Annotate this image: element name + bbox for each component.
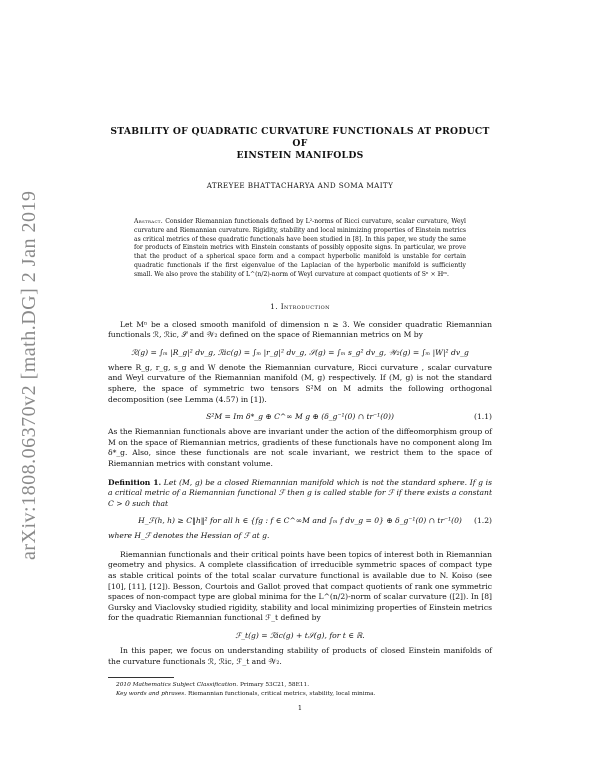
footnote-keywords [108, 690, 492, 698]
paper-page [108, 126, 492, 712]
abstract [134, 218, 466, 280]
definition-text: Let (M, g) be a closed Riemannian manifold which is not the standard sphere. If g is a critical metric of a Riemannian functional ℱ then g is called stable for ℱ if there exists a constant C > 0 such that [108, 477, 492, 508]
definition-label: Definition 1. [108, 477, 162, 487]
equation-1-1 [108, 410, 492, 423]
equation-functionals-body: ℛ(g) = ∫ₘ |R_g|² dv_g, ℛic(g) = ∫ₘ |r_g|² dv_g, 𝒮(g) = ∫ₘ s_g² dv_g, 𝒲₂(g) = ∫ₘ |W|² dv_g [131, 347, 469, 357]
arxiv-side-stamp: arXiv:1808.06370v2 [math.DG] 2 Jan 2019 [18, 190, 40, 560]
footnote-rule [108, 677, 174, 678]
equation-1-1-number: (1.1) [473, 412, 492, 422]
equation-functionals [108, 346, 492, 359]
footnote-msc-label: 2010 Mathematics Subject Classification. [116, 682, 239, 689]
equation-ft [108, 629, 492, 642]
section-heading [108, 302, 492, 311]
abstract-text: Consider Riemannian functionals defined by L²-norms of Ricci curvature, scalar curvature, Weyl curvature and Riemannian curvature. Rigidity, stability and local minimizing properties of Einstein metrics as critical metrics of these quadratic functionals have been studied in [8]. In this paper, we study the same for products of Einstein metrics with Einstein constants of possibly opposite signs. In particular, we prove that the product of a spherical space form and a compact hyperbolic manifold is unstable for certain quadratic functionals if the first eigenvalue of the Laplacian of the hyperbolic manifold is sufficiently small. We also prove the stability of L^(n/2)-norm of Weyl curvature at compact quotients of Sⁿ × ℍᵐ. [134, 218, 466, 278]
intro-paragraph-3: As the Riemannian functionals above are invariant under the action of the diffeomorphism group of M on the space of Riemannian metrics, gradients of these functionals have no component along Im δ*_g. Also, since these functionals are not scale invariant, we restrict them to the space of Riemannian metrics with constant volume. [108, 427, 492, 468]
section-title: Introduction [280, 301, 330, 311]
intro-paragraph-5: In this paper, we focus on understanding stability of products of closed Einstein manifolds of the curvature functionals ℛ, ℛic, ℱ_t and 𝒲₂. [108, 646, 492, 666]
title-line-2: EINSTEIN MANIFOLDS [236, 150, 364, 161]
equation-1-2-body: H_ℱ(h, h) ≥ C‖h‖² for all h ∈ {fg : f ∈ C^∞M and ∫ₘ f dv_g = 0} ⊕ δ_g⁻¹(0) ∩ tr⁻¹(0) [138, 516, 462, 526]
page-number: 1 [297, 704, 303, 713]
intro-paragraph-1: Let Mⁿ be a closed smooth manifold of dimension n ≥ 3. We consider quadratic Riemannian functionals ℛ, ℛic, 𝒮 and 𝒲₂ defined on the space of Riemannian metrics on M by [108, 319, 492, 340]
footnote-keywords-text: Riemannian functionals, critical metrics, stability, local minima. [186, 690, 376, 697]
definition-after: where H_ℱ denotes the Hessian of ℱ at g. [108, 531, 270, 541]
title-line-1: STABILITY OF QUADRATIC CURVATURE FUNCTIONALS AT PRODUCT OF [110, 126, 490, 149]
footnote-msc [108, 681, 492, 689]
equation-ft-body: ℱ_t(g) = ℛic(g) + t𝒮(g), for t ∈ ℝ. [235, 631, 365, 641]
abstract-label: Abstract. [134, 218, 164, 225]
intro-paragraph-2: where R_g, r_g, s_g and W denote the Riemannian curvature, Ricci curvature , scalar curvature and Weyl curvature of the Riemannian manifold (M, g) respectively. If (M, g) is not the standard sphere, the space of symmetric two tensors S²M on M admits the following orthogonal decomposition (see Lemma (4.57) in [1]). [108, 362, 492, 404]
authors: ATREYEE BHATTACHARYA AND SOMA MAITY [206, 181, 394, 190]
equation-1-2 [108, 514, 492, 527]
paper-title [108, 126, 492, 162]
definition-1 [108, 478, 492, 510]
footnote-msc-text: Primary 53C21, 58E11. [238, 682, 310, 689]
section-number: 1. [270, 301, 281, 311]
equation-1-2-number: (1.2) [473, 516, 492, 526]
intro-paragraph-4: Riemannian functionals and their critical points have been topics of interest both in Riemannian geometry and physics. A complete classification of irreducible symmetric spaces of compact type as stable critical points of the total scalar curvature functional is available due to N. Koiso (see [10], [11], [12]). Besson, Courtois and Gallot proved that compact quotients of rank one symmetric spaces of non-compact type are global minima for the L^(n/2)-norm of scalar curvature ([2]). In [8] Gursky and Viaclovsky studied rigidity, stability and local minimizing properties of Einstein metrics for the quadratic Riemannian functional ℱ_t defined by [108, 549, 492, 623]
footnote-keywords-label: Key words and phrases. [116, 690, 187, 697]
equation-1-1-body: S²M = Im δ*_g ⊕ C^∞ M g ⊕ (δ_g⁻¹(0) ∩ tr⁻¹(0)) [206, 412, 394, 422]
